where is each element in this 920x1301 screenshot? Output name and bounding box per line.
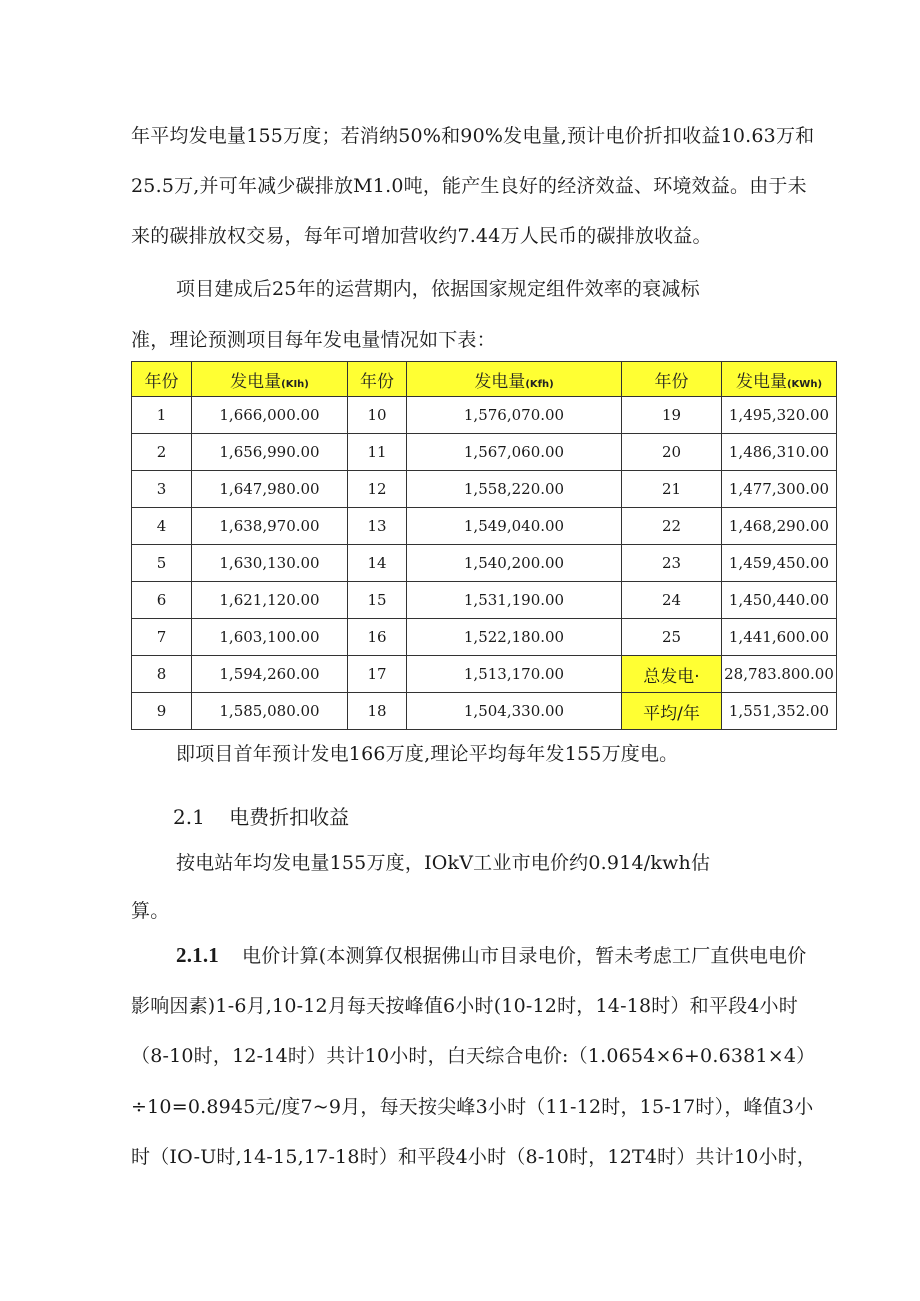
- table-cell: 1,594,260.00: [192, 656, 348, 693]
- paragraph-line: 项目建成后25年的运营期内，依据国家规定组件效率的衰减标: [176, 278, 700, 300]
- table-row: [132, 545, 837, 582]
- table-cell: 3: [132, 471, 192, 508]
- table-cell: 20: [622, 434, 722, 471]
- paragraph-line: 年平均发电量155万度；若消纳50%和90%发电量,预计电价折扣收益10.63万和: [131, 125, 815, 147]
- paragraph-line: 时（IO-U时,14-15,17-18时）和平段4小时（8-10时，12T4时）共计10小时，: [131, 1146, 817, 1168]
- section-number: 2.1: [173, 805, 205, 829]
- table-cell: 5: [132, 545, 192, 582]
- table-cell: 1,558,220.00: [407, 471, 622, 508]
- paragraph-line: 准，理论预测项目每年发电量情况如下表：: [131, 329, 496, 351]
- table-cell: 18: [348, 693, 407, 730]
- table-cell: 12: [348, 471, 407, 508]
- total-output-value: 28,783.800.00: [722, 656, 837, 693]
- table-cell: 1,638,970.00: [192, 508, 348, 545]
- table-cell: 17: [348, 656, 407, 693]
- table-row: [132, 508, 837, 545]
- table-row: [132, 693, 837, 730]
- header-year: 年份: [622, 362, 722, 397]
- table-cell: 1,630,130.00: [192, 545, 348, 582]
- table-cell: 21: [622, 471, 722, 508]
- table-cell: 10: [348, 397, 407, 434]
- table-cell: 1,621,120.00: [192, 582, 348, 619]
- table-cell: 1: [132, 397, 192, 434]
- table-cell: 22: [622, 508, 722, 545]
- paragraph-line: ÷10=0.8945元/度7~9月，每天按尖峰3小时（11-12时，15-17时），峰值3小: [131, 1096, 814, 1118]
- table-cell: 1,441,600.00: [722, 619, 837, 656]
- header-output: 发电量(KWh): [722, 362, 837, 397]
- table-row: [132, 397, 837, 434]
- table-cell: 1,647,980.00: [192, 471, 348, 508]
- section-heading-2-1: [173, 801, 349, 830]
- table-cell: 13: [348, 508, 407, 545]
- table-cell: 7: [132, 619, 192, 656]
- table-cell: 1,477,300.00: [722, 471, 837, 508]
- table-cell: 24: [622, 582, 722, 619]
- table-cell: 1,486,310.00: [722, 434, 837, 471]
- section-number-2-1-1: 2.1.1: [176, 943, 219, 967]
- table-cell: 4: [132, 508, 192, 545]
- table-cell: 19: [622, 397, 722, 434]
- paragraph-line: 即项目首年预计发电166万度,理论平均每年发155万度电。: [176, 743, 679, 765]
- table-cell: 8: [132, 656, 192, 693]
- table-cell: 1,522,180.00: [407, 619, 622, 656]
- table-cell: 1,576,070.00: [407, 397, 622, 434]
- paragraph-line: （8-10时，12-14时）共计10小时，白天综合电价:（1.0654×6+0.6381×4）: [131, 1045, 816, 1067]
- header-output: 发电量(Kfh): [407, 362, 622, 397]
- table-cell: 1,531,190.00: [407, 582, 622, 619]
- table-cell: 1,540,200.00: [407, 545, 622, 582]
- average-output-value: 1,551,352.00: [722, 693, 837, 730]
- header-year: 年份: [348, 362, 407, 397]
- table-cell: 1,495,320.00: [722, 397, 837, 434]
- table-cell: 25: [622, 619, 722, 656]
- table-cell: 1,468,290.00: [722, 508, 837, 545]
- table-cell: 11: [348, 434, 407, 471]
- header-output: 发电量(KIh): [192, 362, 348, 397]
- table-row: [132, 434, 837, 471]
- paragraph-line: 按电站年均发电量155万度，IOkV工业市电价约0.914/kwh估: [176, 852, 711, 874]
- table-cell: 23: [622, 545, 722, 582]
- total-output-label: 总发电·: [622, 656, 722, 693]
- paragraph-line: 25.5万,并可年减少碳排放M1.0吨，能产生良好的经济效益、环境效益。由于未: [131, 175, 807, 197]
- table-cell: 16: [348, 619, 407, 656]
- paragraph-line: 电价计算(本测算仅根据佛山市目录电价，暂未考虑工厂直供电电价: [242, 945, 807, 967]
- table-row: [132, 619, 837, 656]
- table-cell: 1,666,000.00: [192, 397, 348, 434]
- table-row: [132, 582, 837, 619]
- table-cell: 9: [132, 693, 192, 730]
- table-cell: 1,513,170.00: [407, 656, 622, 693]
- table-row: [132, 471, 837, 508]
- table-cell: 1,656,990.00: [192, 434, 348, 471]
- table-cell: 1,603,100.00: [192, 619, 348, 656]
- table-cell: 1,567,060.00: [407, 434, 622, 471]
- table-cell: 1,549,040.00: [407, 508, 622, 545]
- table-cell: 1,459,450.00: [722, 545, 837, 582]
- table-cell: 6: [132, 582, 192, 619]
- table-cell: 1,585,080.00: [192, 693, 348, 730]
- power-generation-table: [131, 361, 837, 730]
- paragraph-line: 来的碳排放权交易，每年可增加营收约7.44万人民币的碳排放收益。: [131, 225, 712, 247]
- table-cell: 1,504,330.00: [407, 693, 622, 730]
- header-year: 年份: [132, 362, 192, 397]
- table-cell: 14: [348, 545, 407, 582]
- paragraph-line: 算。: [131, 900, 170, 922]
- table-cell: 2: [132, 434, 192, 471]
- section-title: 电费折扣收益: [229, 805, 350, 829]
- paragraph-line: 影响因素)1-6月,10-12月每天按峰值6小时(10-12时，14-18时）和平段4小时: [131, 995, 798, 1017]
- table-header-row: [132, 362, 837, 397]
- table-cell: 1,450,440.00: [722, 582, 837, 619]
- table-cell: 15: [348, 582, 407, 619]
- average-output-label: 平均/年: [622, 693, 722, 730]
- table-row: [132, 656, 837, 693]
